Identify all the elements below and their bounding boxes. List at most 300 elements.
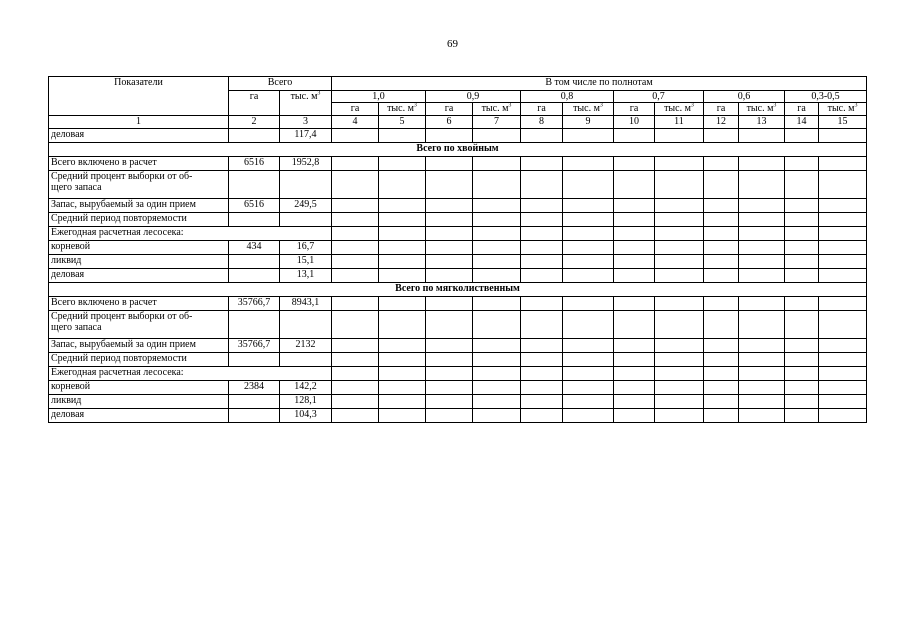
empty-cell — [521, 381, 563, 395]
empty-cell — [739, 269, 785, 283]
empty-cell — [614, 339, 655, 353]
empty-cell — [473, 353, 521, 367]
empty-cell — [426, 269, 473, 283]
empty-cell — [785, 409, 819, 423]
column-number: 7 — [473, 116, 521, 129]
column-number: 14 — [785, 116, 819, 129]
empty-cell — [379, 339, 426, 353]
empty-cell — [426, 367, 473, 381]
table-row — [49, 297, 867, 311]
total-ha-cell: 6516 — [229, 157, 280, 171]
empty-cell — [704, 213, 739, 227]
empty-cell — [739, 227, 785, 241]
empty-cell — [332, 339, 379, 353]
empty-cell — [655, 367, 704, 381]
empty-cell — [819, 157, 867, 171]
empty-cell — [379, 353, 426, 367]
empty-cell — [379, 241, 426, 255]
empty-cell — [819, 353, 867, 367]
empty-cell — [426, 353, 473, 367]
empty-cell — [473, 157, 521, 171]
column-number: 1 — [49, 116, 229, 129]
section-title: Всего по мягколиственным — [49, 283, 867, 297]
table-header — [49, 77, 867, 129]
empty-cell — [563, 213, 614, 227]
empty-cell — [614, 269, 655, 283]
empty-cell — [563, 171, 614, 199]
empty-cell — [614, 353, 655, 367]
column-number: 2 — [229, 116, 280, 129]
empty-cell — [521, 297, 563, 311]
empty-cell — [614, 227, 655, 241]
table-row — [49, 157, 867, 171]
empty-cell — [521, 409, 563, 423]
empty-cell — [379, 395, 426, 409]
empty-cell — [614, 213, 655, 227]
empty-cell — [704, 367, 739, 381]
empty-cell — [739, 157, 785, 171]
total-ha-cell — [229, 171, 280, 199]
empty-cell — [739, 409, 785, 423]
empty-cell — [655, 171, 704, 199]
empty-cell — [739, 395, 785, 409]
empty-cell — [521, 213, 563, 227]
empty-cell — [332, 353, 379, 367]
empty-cell — [614, 157, 655, 171]
total-vol-cell: 142,2 — [280, 381, 332, 395]
empty-cell — [655, 409, 704, 423]
empty-cell — [379, 199, 426, 213]
header-total: Всего — [229, 77, 332, 91]
column-number: 13 — [739, 116, 785, 129]
empty-cell — [332, 311, 379, 339]
empty-cell — [819, 213, 867, 227]
total-vol-cell: 1952,8 — [280, 157, 332, 171]
empty-cell — [819, 367, 867, 381]
column-number: 4 — [332, 116, 379, 129]
empty-cell — [819, 171, 867, 199]
empty-cell — [563, 409, 614, 423]
header-total-ha: га — [229, 91, 280, 116]
row-label: Средний процент выборки от об- щего запаса — [49, 311, 229, 339]
row-label: деловая — [49, 409, 229, 423]
table-row — [49, 255, 867, 269]
empty-cell — [563, 353, 614, 367]
table-row — [49, 381, 867, 395]
empty-cell — [819, 297, 867, 311]
empty-cell — [819, 129, 867, 143]
empty-cell — [655, 395, 704, 409]
total-vol-cell: 117,4 — [280, 129, 332, 143]
row-label: Запас, вырубаемый за один прием — [49, 339, 229, 353]
empty-cell — [521, 157, 563, 171]
subheader-vol: тыс. $м^3$ — [739, 103, 785, 116]
row-label: Средний процент выборки от об- щего запаса — [49, 171, 229, 199]
empty-cell — [739, 353, 785, 367]
row-label: Ежегодная расчетная лесосека: — [49, 227, 332, 241]
empty-cell — [819, 395, 867, 409]
subheader-ha: га — [332, 103, 379, 116]
empty-cell — [785, 157, 819, 171]
empty-cell — [739, 381, 785, 395]
empty-cell — [614, 409, 655, 423]
column-number: 3 — [280, 116, 332, 129]
empty-cell — [704, 241, 739, 255]
empty-cell — [332, 171, 379, 199]
empty-cell — [819, 255, 867, 269]
empty-cell — [704, 395, 739, 409]
empty-cell — [739, 171, 785, 199]
empty-cell — [426, 311, 473, 339]
empty-cell — [332, 395, 379, 409]
total-ha-cell — [229, 311, 280, 339]
page-number: 69 — [447, 38, 458, 50]
empty-cell — [521, 367, 563, 381]
empty-cell — [521, 227, 563, 241]
total-ha-cell: 434 — [229, 241, 280, 255]
empty-cell — [473, 395, 521, 409]
empty-cell — [332, 157, 379, 171]
table-row — [49, 227, 867, 241]
empty-cell — [819, 241, 867, 255]
empty-cell — [426, 129, 473, 143]
empty-cell — [379, 213, 426, 227]
empty-cell — [819, 227, 867, 241]
empty-cell — [563, 129, 614, 143]
empty-cell — [614, 381, 655, 395]
empty-cell — [473, 241, 521, 255]
empty-cell — [704, 297, 739, 311]
empty-cell — [819, 199, 867, 213]
empty-cell — [704, 199, 739, 213]
empty-cell — [655, 269, 704, 283]
empty-cell — [521, 241, 563, 255]
empty-cell — [655, 297, 704, 311]
empty-cell — [704, 129, 739, 143]
subheader-ha: га — [704, 103, 739, 116]
subheader-vol: тыс. $м^3$ — [563, 103, 614, 116]
empty-cell — [563, 395, 614, 409]
empty-cell — [379, 269, 426, 283]
empty-cell — [426, 227, 473, 241]
empty-cell — [521, 395, 563, 409]
empty-cell — [521, 171, 563, 199]
empty-cell — [473, 381, 521, 395]
empty-cell — [739, 129, 785, 143]
empty-cell — [379, 157, 426, 171]
table-row — [49, 409, 867, 423]
empty-cell — [426, 409, 473, 423]
subheader-ha: га — [521, 103, 563, 116]
empty-cell — [332, 255, 379, 269]
empty-cell — [614, 311, 655, 339]
empty-cell — [521, 311, 563, 339]
total-vol-cell — [280, 311, 332, 339]
empty-cell — [704, 339, 739, 353]
empty-cell — [332, 129, 379, 143]
empty-cell — [785, 381, 819, 395]
empty-cell — [614, 241, 655, 255]
empty-cell — [332, 367, 379, 381]
total-vol-cell: 13,1 — [280, 269, 332, 283]
subheader-vol: тыс. $м^3$ — [473, 103, 521, 116]
empty-cell — [473, 311, 521, 339]
empty-cell — [785, 171, 819, 199]
total-vol-cell: 15,1 — [280, 255, 332, 269]
empty-cell — [614, 171, 655, 199]
empty-cell — [426, 199, 473, 213]
total-ha-cell: 35766,7 — [229, 297, 280, 311]
table-row — [49, 353, 867, 367]
empty-cell — [614, 297, 655, 311]
empty-cell — [704, 255, 739, 269]
empty-cell — [785, 353, 819, 367]
row-label: ликвид — [49, 395, 229, 409]
table-row — [49, 213, 867, 227]
empty-cell — [563, 367, 614, 381]
total-ha-cell — [229, 409, 280, 423]
row-label: деловая — [49, 269, 229, 283]
empty-cell — [563, 311, 614, 339]
empty-cell — [332, 227, 379, 241]
table-row — [49, 395, 867, 409]
row-label: Ежегодная расчетная лесосека: — [49, 367, 332, 381]
table-row — [49, 367, 867, 381]
total-vol-cell: 2132 — [280, 339, 332, 353]
empty-cell — [332, 199, 379, 213]
empty-cell — [473, 227, 521, 241]
empty-cell — [785, 199, 819, 213]
column-number: 10 — [614, 116, 655, 129]
empty-cell — [426, 381, 473, 395]
empty-cell — [473, 171, 521, 199]
empty-cell — [819, 339, 867, 353]
empty-cell — [563, 269, 614, 283]
empty-cell — [614, 395, 655, 409]
row-label: корневой — [49, 241, 229, 255]
table-row — [49, 339, 867, 353]
empty-cell — [785, 129, 819, 143]
empty-cell — [379, 171, 426, 199]
empty-cell — [521, 353, 563, 367]
empty-cell — [379, 297, 426, 311]
empty-cell — [563, 297, 614, 311]
table-row — [49, 129, 867, 143]
empty-cell — [704, 409, 739, 423]
total-vol-cell: 16,7 — [280, 241, 332, 255]
empty-cell — [521, 339, 563, 353]
empty-cell — [426, 213, 473, 227]
empty-cell — [521, 129, 563, 143]
empty-cell — [332, 269, 379, 283]
empty-cell — [655, 339, 704, 353]
empty-cell — [785, 255, 819, 269]
empty-cell — [655, 199, 704, 213]
empty-cell — [739, 297, 785, 311]
empty-cell — [785, 227, 819, 241]
empty-cell — [426, 157, 473, 171]
empty-cell — [379, 409, 426, 423]
empty-cell — [704, 227, 739, 241]
total-ha-cell — [229, 255, 280, 269]
row-label: корневой — [49, 381, 229, 395]
empty-cell — [563, 339, 614, 353]
empty-cell — [426, 395, 473, 409]
empty-cell — [473, 213, 521, 227]
empty-cell — [655, 227, 704, 241]
empty-cell — [655, 129, 704, 143]
total-ha-cell: 2384 — [229, 381, 280, 395]
empty-cell — [614, 199, 655, 213]
empty-cell — [563, 227, 614, 241]
empty-cell — [379, 367, 426, 381]
empty-cell — [332, 297, 379, 311]
empty-cell — [473, 269, 521, 283]
empty-cell — [704, 269, 739, 283]
empty-cell — [426, 297, 473, 311]
table-row — [49, 143, 867, 157]
table-row — [49, 241, 867, 255]
empty-cell — [739, 367, 785, 381]
empty-cell — [655, 255, 704, 269]
empty-cell — [819, 409, 867, 423]
total-vol-cell: 104,3 — [280, 409, 332, 423]
empty-cell — [655, 311, 704, 339]
empty-cell — [614, 255, 655, 269]
column-number: 12 — [704, 116, 739, 129]
empty-cell — [785, 269, 819, 283]
total-vol-cell: 128,1 — [280, 395, 332, 409]
empty-cell — [785, 297, 819, 311]
empty-cell — [563, 199, 614, 213]
column-number: 15 — [819, 116, 867, 129]
header-density: 0,3-0,5 — [785, 91, 867, 103]
empty-cell — [473, 297, 521, 311]
empty-cell — [785, 311, 819, 339]
empty-cell — [785, 339, 819, 353]
empty-cell — [704, 353, 739, 367]
empty-cell — [704, 157, 739, 171]
subheader-vol: тыс. $м^3$ — [819, 103, 867, 116]
table-row — [49, 171, 867, 199]
empty-cell — [655, 213, 704, 227]
empty-cell — [785, 213, 819, 227]
column-number: 8 — [521, 116, 563, 129]
empty-cell — [655, 241, 704, 255]
column-number: 9 — [563, 116, 614, 129]
empty-cell — [785, 241, 819, 255]
empty-cell — [739, 213, 785, 227]
total-ha-cell — [229, 353, 280, 367]
empty-cell — [473, 409, 521, 423]
header-density: 0,7 — [614, 91, 704, 103]
empty-cell — [614, 367, 655, 381]
empty-cell — [332, 409, 379, 423]
total-ha-cell — [229, 269, 280, 283]
empty-cell — [473, 199, 521, 213]
empty-cell — [655, 381, 704, 395]
empty-cell — [521, 255, 563, 269]
empty-cell — [473, 367, 521, 381]
empty-cell — [819, 269, 867, 283]
total-vol-cell — [280, 171, 332, 199]
empty-cell — [379, 129, 426, 143]
empty-cell — [614, 129, 655, 143]
total-ha-cell — [229, 395, 280, 409]
empty-cell — [739, 339, 785, 353]
empty-cell — [332, 241, 379, 255]
header-density: 1,0 — [332, 91, 426, 103]
empty-cell — [704, 311, 739, 339]
row-label: Всего включено в расчет — [49, 157, 229, 171]
empty-cell — [563, 381, 614, 395]
column-number: 6 — [426, 116, 473, 129]
subheader-ha: га — [426, 103, 473, 116]
table-row — [49, 199, 867, 213]
empty-cell — [739, 241, 785, 255]
empty-cell — [563, 157, 614, 171]
empty-cell — [785, 367, 819, 381]
row-label: деловая — [49, 129, 229, 143]
header-density: 0,6 — [704, 91, 785, 103]
empty-cell — [819, 311, 867, 339]
subheader-vol: тыс. $м^3$ — [655, 103, 704, 116]
column-number: 11 — [655, 116, 704, 129]
total-vol-cell — [280, 353, 332, 367]
empty-cell — [426, 241, 473, 255]
header-total-vol: тыс. $м^3$ — [280, 91, 332, 116]
empty-cell — [655, 353, 704, 367]
empty-cell — [521, 199, 563, 213]
empty-cell — [379, 381, 426, 395]
row-label: Всего включено в расчет — [49, 297, 229, 311]
empty-cell — [563, 241, 614, 255]
empty-cell — [521, 269, 563, 283]
row-label: Средний период повторяемости — [49, 353, 229, 367]
total-ha-cell: 6516 — [229, 199, 280, 213]
empty-cell — [704, 381, 739, 395]
empty-cell — [739, 311, 785, 339]
total-vol-cell: 249,5 — [280, 199, 332, 213]
empty-cell — [655, 157, 704, 171]
row-label: Средний период повторяемости — [49, 213, 229, 227]
subheader-ha: га — [614, 103, 655, 116]
empty-cell — [473, 339, 521, 353]
table-row — [49, 283, 867, 297]
empty-cell — [704, 171, 739, 199]
empty-cell — [379, 255, 426, 269]
empty-cell — [785, 395, 819, 409]
empty-cell — [819, 381, 867, 395]
forest-table — [48, 76, 867, 423]
header-density: 0,8 — [521, 91, 614, 103]
empty-cell — [379, 227, 426, 241]
empty-cell — [332, 213, 379, 227]
empty-cell — [563, 255, 614, 269]
empty-cell — [332, 381, 379, 395]
empty-cell — [739, 199, 785, 213]
empty-cell — [426, 171, 473, 199]
column-number: 5 — [379, 116, 426, 129]
empty-cell — [739, 255, 785, 269]
subheader-vol: тыс. $м^3$ — [379, 103, 426, 116]
header-indicators: Показатели — [49, 77, 229, 116]
total-ha-cell: 35766,7 — [229, 339, 280, 353]
column-number-row — [49, 116, 867, 129]
total-ha-cell — [229, 213, 280, 227]
total-vol-cell: 8943,1 — [280, 297, 332, 311]
header-density: 0,9 — [426, 91, 521, 103]
